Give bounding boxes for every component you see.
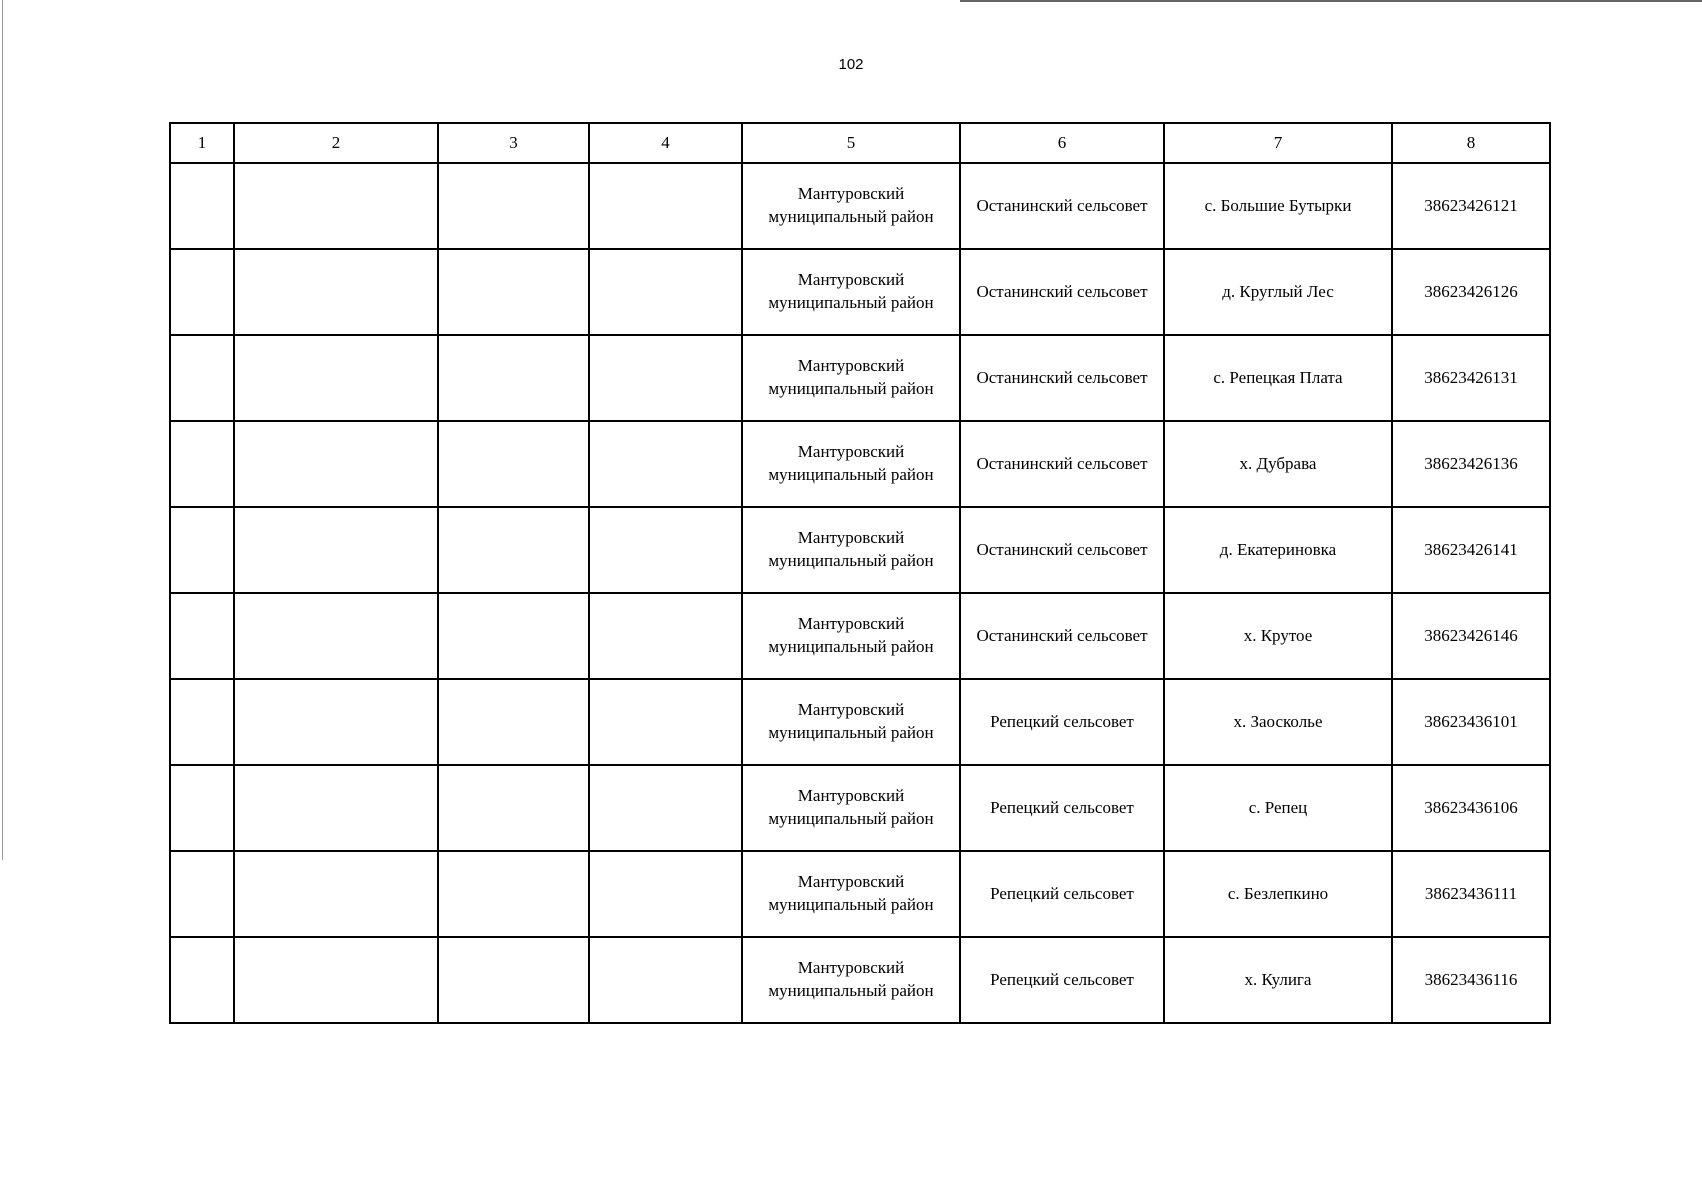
table-row	[170, 249, 1550, 335]
cell-code: 38623426131	[1392, 335, 1550, 421]
cell-col2	[234, 679, 438, 765]
cell-settlement: с. Безлепкино	[1164, 851, 1392, 937]
cell-settlement: х. Кулига	[1164, 937, 1392, 1023]
cell-col4	[589, 937, 742, 1023]
cell-code: 38623436116	[1392, 937, 1550, 1023]
cell-district: Мантуровский муниципальный район	[742, 765, 960, 851]
table-body	[170, 163, 1550, 1023]
column-header: 1	[170, 123, 234, 163]
cell-col4	[589, 679, 742, 765]
cell-district: Мантуровский муниципальный район	[742, 507, 960, 593]
cell-code: 38623426136	[1392, 421, 1550, 507]
column-header: 2	[234, 123, 438, 163]
scan-edge-line	[2, 0, 3, 860]
cell-col3	[438, 937, 589, 1023]
cell-council: Репецкий сельсовет	[960, 679, 1164, 765]
cell-col1	[170, 249, 234, 335]
cell-col3	[438, 765, 589, 851]
page-number: 102	[838, 56, 864, 73]
cell-col1	[170, 937, 234, 1023]
cell-col2	[234, 249, 438, 335]
table-row	[170, 507, 1550, 593]
cell-district: Мантуровский муниципальный район	[742, 937, 960, 1023]
cell-col2	[234, 765, 438, 851]
cell-col3	[438, 335, 589, 421]
column-header: 5	[742, 123, 960, 163]
cell-council: Останинский сельсовет	[960, 163, 1164, 249]
cell-settlement: х. Заосколье	[1164, 679, 1392, 765]
cell-district: Мантуровский муниципальный район	[742, 249, 960, 335]
cell-col4	[589, 851, 742, 937]
cell-col4	[589, 249, 742, 335]
cell-district: Мантуровский муниципальный район	[742, 593, 960, 679]
cell-col4	[589, 507, 742, 593]
cell-council: Останинский сельсовет	[960, 421, 1164, 507]
cell-col4	[589, 593, 742, 679]
cell-col4	[589, 163, 742, 249]
cell-col4	[589, 421, 742, 507]
cell-col1	[170, 507, 234, 593]
cell-council: Репецкий сельсовет	[960, 765, 1164, 851]
table-row	[170, 335, 1550, 421]
cell-col3	[438, 163, 589, 249]
cell-settlement: х. Дубрава	[1164, 421, 1392, 507]
cell-col2	[234, 593, 438, 679]
cell-col4	[589, 765, 742, 851]
cell-code: 38623436101	[1392, 679, 1550, 765]
column-header: 8	[1392, 123, 1550, 163]
cell-district: Мантуровский муниципальный район	[742, 163, 960, 249]
cell-col1	[170, 421, 234, 507]
cell-col2	[234, 937, 438, 1023]
cell-settlement: с. Большие Бутырки	[1164, 163, 1392, 249]
cell-council: Останинский сельсовет	[960, 507, 1164, 593]
cell-district: Мантуровский муниципальный район	[742, 335, 960, 421]
cell-code: 38623436111	[1392, 851, 1550, 937]
table-row	[170, 421, 1550, 507]
cell-col3	[438, 421, 589, 507]
cell-code: 38623426141	[1392, 507, 1550, 593]
cell-district: Мантуровский муниципальный район	[742, 851, 960, 937]
cell-col1	[170, 593, 234, 679]
cell-council: Репецкий сельсовет	[960, 851, 1164, 937]
cell-district: Мантуровский муниципальный район	[742, 679, 960, 765]
cell-col2	[234, 851, 438, 937]
cell-council: Останинский сельсовет	[960, 335, 1164, 421]
cell-settlement: д. Екатериновка	[1164, 507, 1392, 593]
column-header: 6	[960, 123, 1164, 163]
cell-code: 38623426121	[1392, 163, 1550, 249]
cell-col3	[438, 507, 589, 593]
cell-col2	[234, 163, 438, 249]
cell-col4	[589, 335, 742, 421]
cell-settlement: с. Репецкая Плата	[1164, 335, 1392, 421]
cell-col2	[234, 421, 438, 507]
cell-col1	[170, 765, 234, 851]
cell-col1	[170, 163, 234, 249]
cell-code: 38623436106	[1392, 765, 1550, 851]
cell-settlement: с. Репец	[1164, 765, 1392, 851]
cell-code: 38623426126	[1392, 249, 1550, 335]
cell-col2	[234, 507, 438, 593]
header-row	[170, 123, 1550, 163]
table-row	[170, 163, 1550, 249]
cell-col3	[438, 593, 589, 679]
cell-col3	[438, 851, 589, 937]
table-row	[170, 851, 1550, 937]
cell-col1	[170, 335, 234, 421]
cell-council: Репецкий сельсовет	[960, 937, 1164, 1023]
cell-col3	[438, 249, 589, 335]
column-header: 3	[438, 123, 589, 163]
cell-settlement: х. Крутое	[1164, 593, 1392, 679]
cell-col3	[438, 679, 589, 765]
table-row	[170, 679, 1550, 765]
cell-district: Мантуровский муниципальный район	[742, 421, 960, 507]
table-row	[170, 593, 1550, 679]
cell-code: 38623426146	[1392, 593, 1550, 679]
cell-col2	[234, 335, 438, 421]
registry-table	[169, 122, 1551, 1024]
scan-edge-line	[960, 0, 1702, 2]
cell-settlement: д. Круглый Лес	[1164, 249, 1392, 335]
table-row	[170, 937, 1550, 1023]
cell-col1	[170, 679, 234, 765]
column-header: 7	[1164, 123, 1392, 163]
column-header: 4	[589, 123, 742, 163]
cell-council: Останинский сельсовет	[960, 593, 1164, 679]
cell-council: Останинский сельсовет	[960, 249, 1164, 335]
cell-col1	[170, 851, 234, 937]
table-row	[170, 765, 1550, 851]
